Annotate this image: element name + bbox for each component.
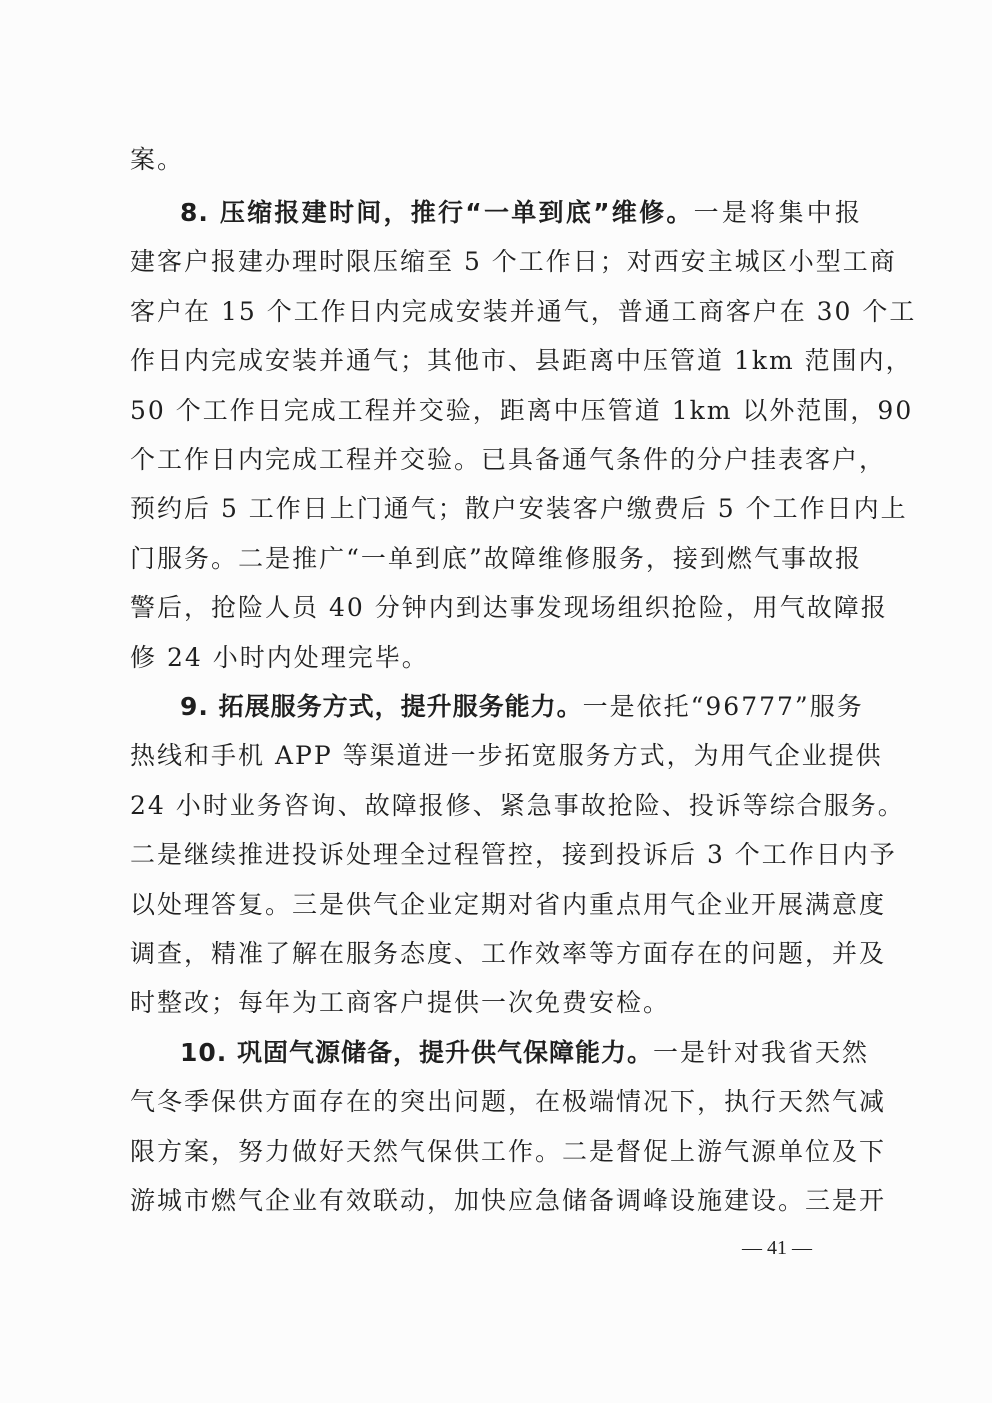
- paragraph-line: 修 24 小时内处理完毕。: [130, 643, 429, 672]
- section-heading: 9. 拓展服务方式，提升服务能力。: [180, 692, 583, 721]
- paragraph-line: 案。: [130, 145, 185, 174]
- paragraph-line: 限方案，努力做好天然气保供工作。二是督促上游气源单位及下: [130, 1137, 887, 1166]
- paragraph-line: 气冬季保供方面存在的突出问题，在极端情况下，执行天然气减: [130, 1087, 887, 1116]
- paragraph-line: 作日内完成安装并通气；其他市、县距离中压管道 1km 范围内，: [130, 346, 913, 375]
- paragraph-line: 门服务。二是推广“一单到底”故障维修服务，接到燃气事故报: [130, 544, 862, 573]
- paragraph-line: 游城市燃气企业有效联动，加快应急储备调峰设施建设。三是开: [130, 1186, 887, 1215]
- section-heading: 10. 巩固气源储备，提升供气保障能力。: [180, 1038, 653, 1067]
- paragraph-line: 二是继续推进投诉处理全过程管控，接到投诉后 3 个工作日内予: [130, 840, 897, 869]
- paragraph-line: 50 个工作日完成工程并交验，距离中压管道 1km 以外范围，90: [130, 396, 914, 425]
- paragraph-line: 时整改；每年为工商客户提供一次免费安检。: [130, 988, 671, 1017]
- section-heading-line: 9. 拓展服务方式，提升服务能力。一是依托“96777”服务: [180, 692, 864, 721]
- paragraph-line: 以处理答复。三是供气企业定期对省内重点用气企业开展满意度: [130, 890, 887, 919]
- section-heading: 8. 压缩报建时间，推行“一单到底”维修。: [180, 198, 694, 227]
- paragraph-line: 热线和手机 APP 等渠道进一步拓宽服务方式，为用气企业提供: [130, 741, 883, 770]
- section-heading-line: 8. 压缩报建时间，推行“一单到底”维修。一是将集中报: [180, 198, 862, 227]
- paragraph-line: 调查，精准了解在服务态度、工作效率等方面存在的问题，并及: [130, 939, 887, 968]
- paragraph-line: 建客户报建办理时限压缩至 5 个工作日；对西安主城区小型工商: [130, 247, 897, 276]
- page-number: — 41 —: [742, 1237, 812, 1259]
- paragraph-line: 个工作日内完成工程并交验。已具备通气条件的分户挂表客户，: [130, 445, 887, 474]
- section-heading-line: 10. 巩固气源储备，提升供气保障能力。一是针对我省天然: [180, 1038, 870, 1067]
- paragraph-line: 预约后 5 工作日上门通气；散户安装客户缴费后 5 个工作日内上: [130, 494, 908, 523]
- paragraph-line: 客户在 15 个工作日内完成安装并通气，普通工商客户在 30 个工: [130, 297, 917, 326]
- paragraph-line: 24 小时业务咨询、故障报修、紧急事故抢险、投诉等综合服务。: [130, 791, 905, 820]
- paragraph-line: 警后，抢险人员 40 分钟内到达事发现场组织抢险，用气故障报: [130, 593, 888, 622]
